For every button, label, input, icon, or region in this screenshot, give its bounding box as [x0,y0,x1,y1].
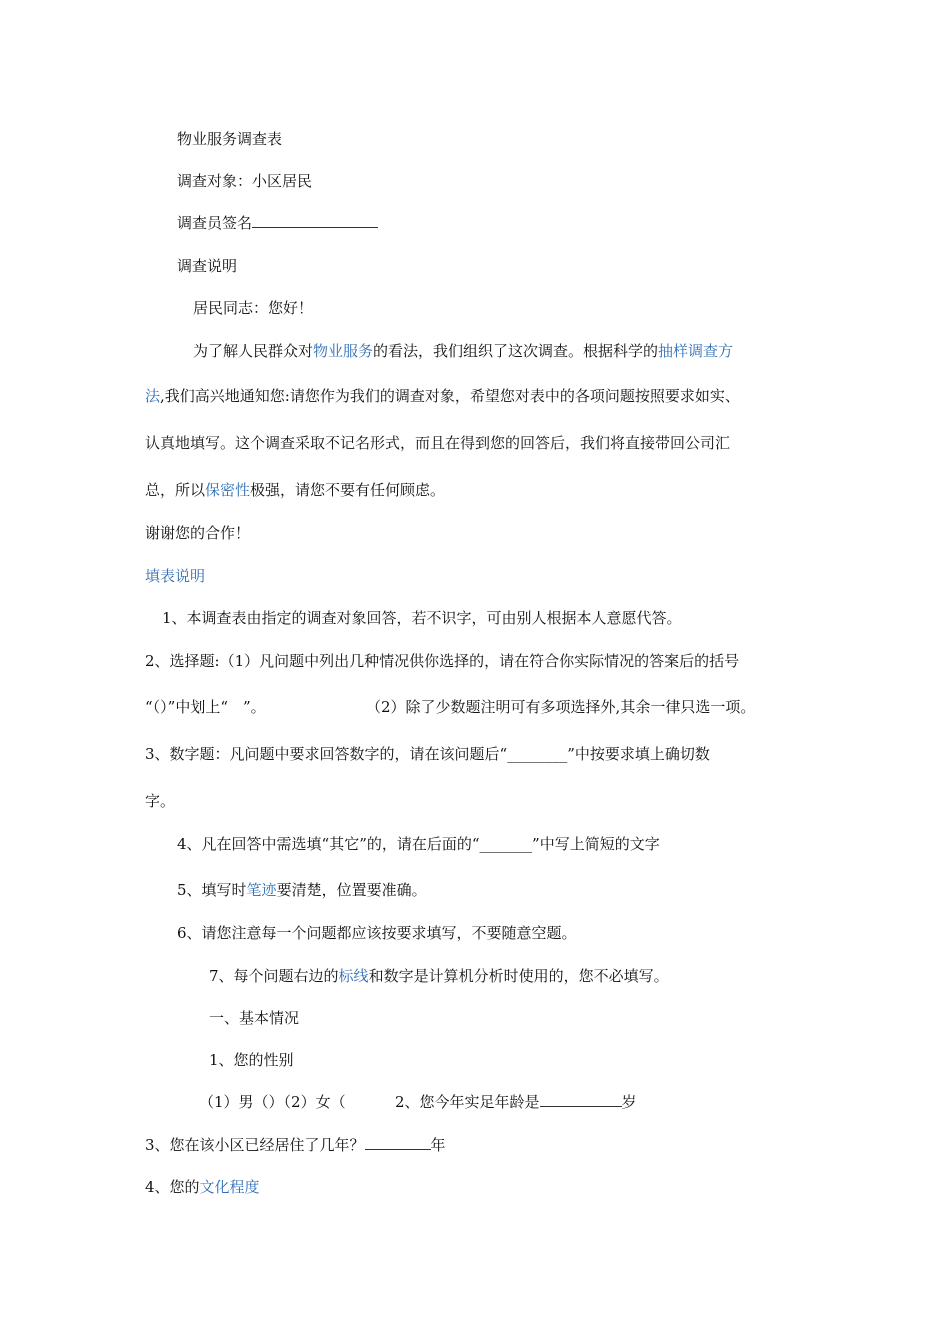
link-education-level[interactable]: 文化程度 [199,1178,260,1196]
link-confidentiality[interactable]: 保密性 [205,481,251,499]
rule-2-line-2a: “（）”中划上“ ”。 [145,698,266,716]
question-4 [145,1177,260,1197]
rule-text: 要清楚，位置要准确。 [276,881,427,899]
rule-2-line-1: 2、选择题:（1）凡问题中列出几种情况供你选择的，请在符合你实际情况的答案后的括号 [145,652,740,670]
rule-text: 7、每个问题右边的 [209,967,339,985]
rule-4: 4、凡在回答中需选填“其它”的，请在后面的“_______”中写上简短的文字 [177,835,660,853]
intro-line-2 [145,386,740,406]
thanks: 谢谢您的合作！ [145,524,251,542]
question-3 [145,1135,446,1155]
doc-title: 物业服务调查表 [177,130,283,148]
rule-3-line-2: 字。 [145,792,176,810]
greeting: 居民同志：您好！ [193,299,314,317]
surveyor-label: 调查员签名 [177,214,253,232]
rule-text: 5、填写时 [177,881,247,899]
years-blank[interactable] [365,1135,431,1150]
rule-text: 和数字是计算机分析时使用的，您不必填写。 [368,967,669,985]
question-3-unit: 年 [430,1136,446,1154]
question-3-text: 3、您在该小区已经居住了几年？ [145,1136,365,1154]
question-2-text: 2、您今年实足年龄是 [395,1093,540,1111]
link-sampling-method-cont[interactable]: 法 [145,387,161,405]
rule-2-line-2b: （2）除了少数题注明可有多项选择外,其余一律只选一项。 [366,698,756,716]
question-1-options[interactable]: （1）男（）（2）女（ [199,1093,346,1111]
intro-line-3: 认真地填写。这个调查采取不记名形式，而且在得到您的回答后，我们将直接带回公司汇 [145,434,731,452]
rule-7 [209,966,669,986]
link-property-service[interactable]: 物业服务 [313,342,374,360]
age-blank[interactable] [540,1092,622,1107]
surveyor-signature-line [177,213,378,233]
intro-text: 极强，请您不要有任何顾虑。 [250,481,446,499]
intro-line-1 [193,341,733,361]
section-basic-info: 一、基本情况 [209,1009,300,1027]
link-sampling-method[interactable]: 抽样调查方 [658,342,734,360]
question-4-text: 4、您的 [145,1178,200,1196]
intro-line-4 [145,480,445,500]
link-handwriting[interactable]: 笔迹 [246,881,277,899]
question-2-unit: 岁 [621,1093,637,1111]
link-marker-line[interactable]: 标线 [338,967,369,985]
rule-5 [177,880,427,900]
intro-text: ,我们高兴地通知您:请您作为我们的调查对象，希望您对表中的各项问题按照要求如实、 [160,387,740,405]
rule-3-line-1: 3、数字题：凡问题中要求回答数字的，请在该问题后“________”中按要求填上确切数 [145,745,710,763]
survey-target: 调查对象：小区居民 [177,172,313,190]
signature-blank[interactable] [252,213,378,228]
intro-text: 的看法，我们组织了这次调查。根据科学的 [373,342,659,360]
question-1: 1、您的性别 [209,1051,294,1069]
rule-1: 1、本调查表由指定的调查对象回答，若不识字，可由别人根据本人意愿代答。 [162,609,682,627]
intro-text: 为了解人民群众对 [193,342,314,360]
question-2 [395,1092,637,1112]
fill-instructions-heading[interactable]: 填表说明 [145,567,206,585]
intro-text: 总，所以 [145,481,206,499]
notes-heading: 调查说明 [177,257,238,275]
rule-6: 6、请您注意每一个问题都应该按要求填写，不要随意空题。 [177,924,577,942]
